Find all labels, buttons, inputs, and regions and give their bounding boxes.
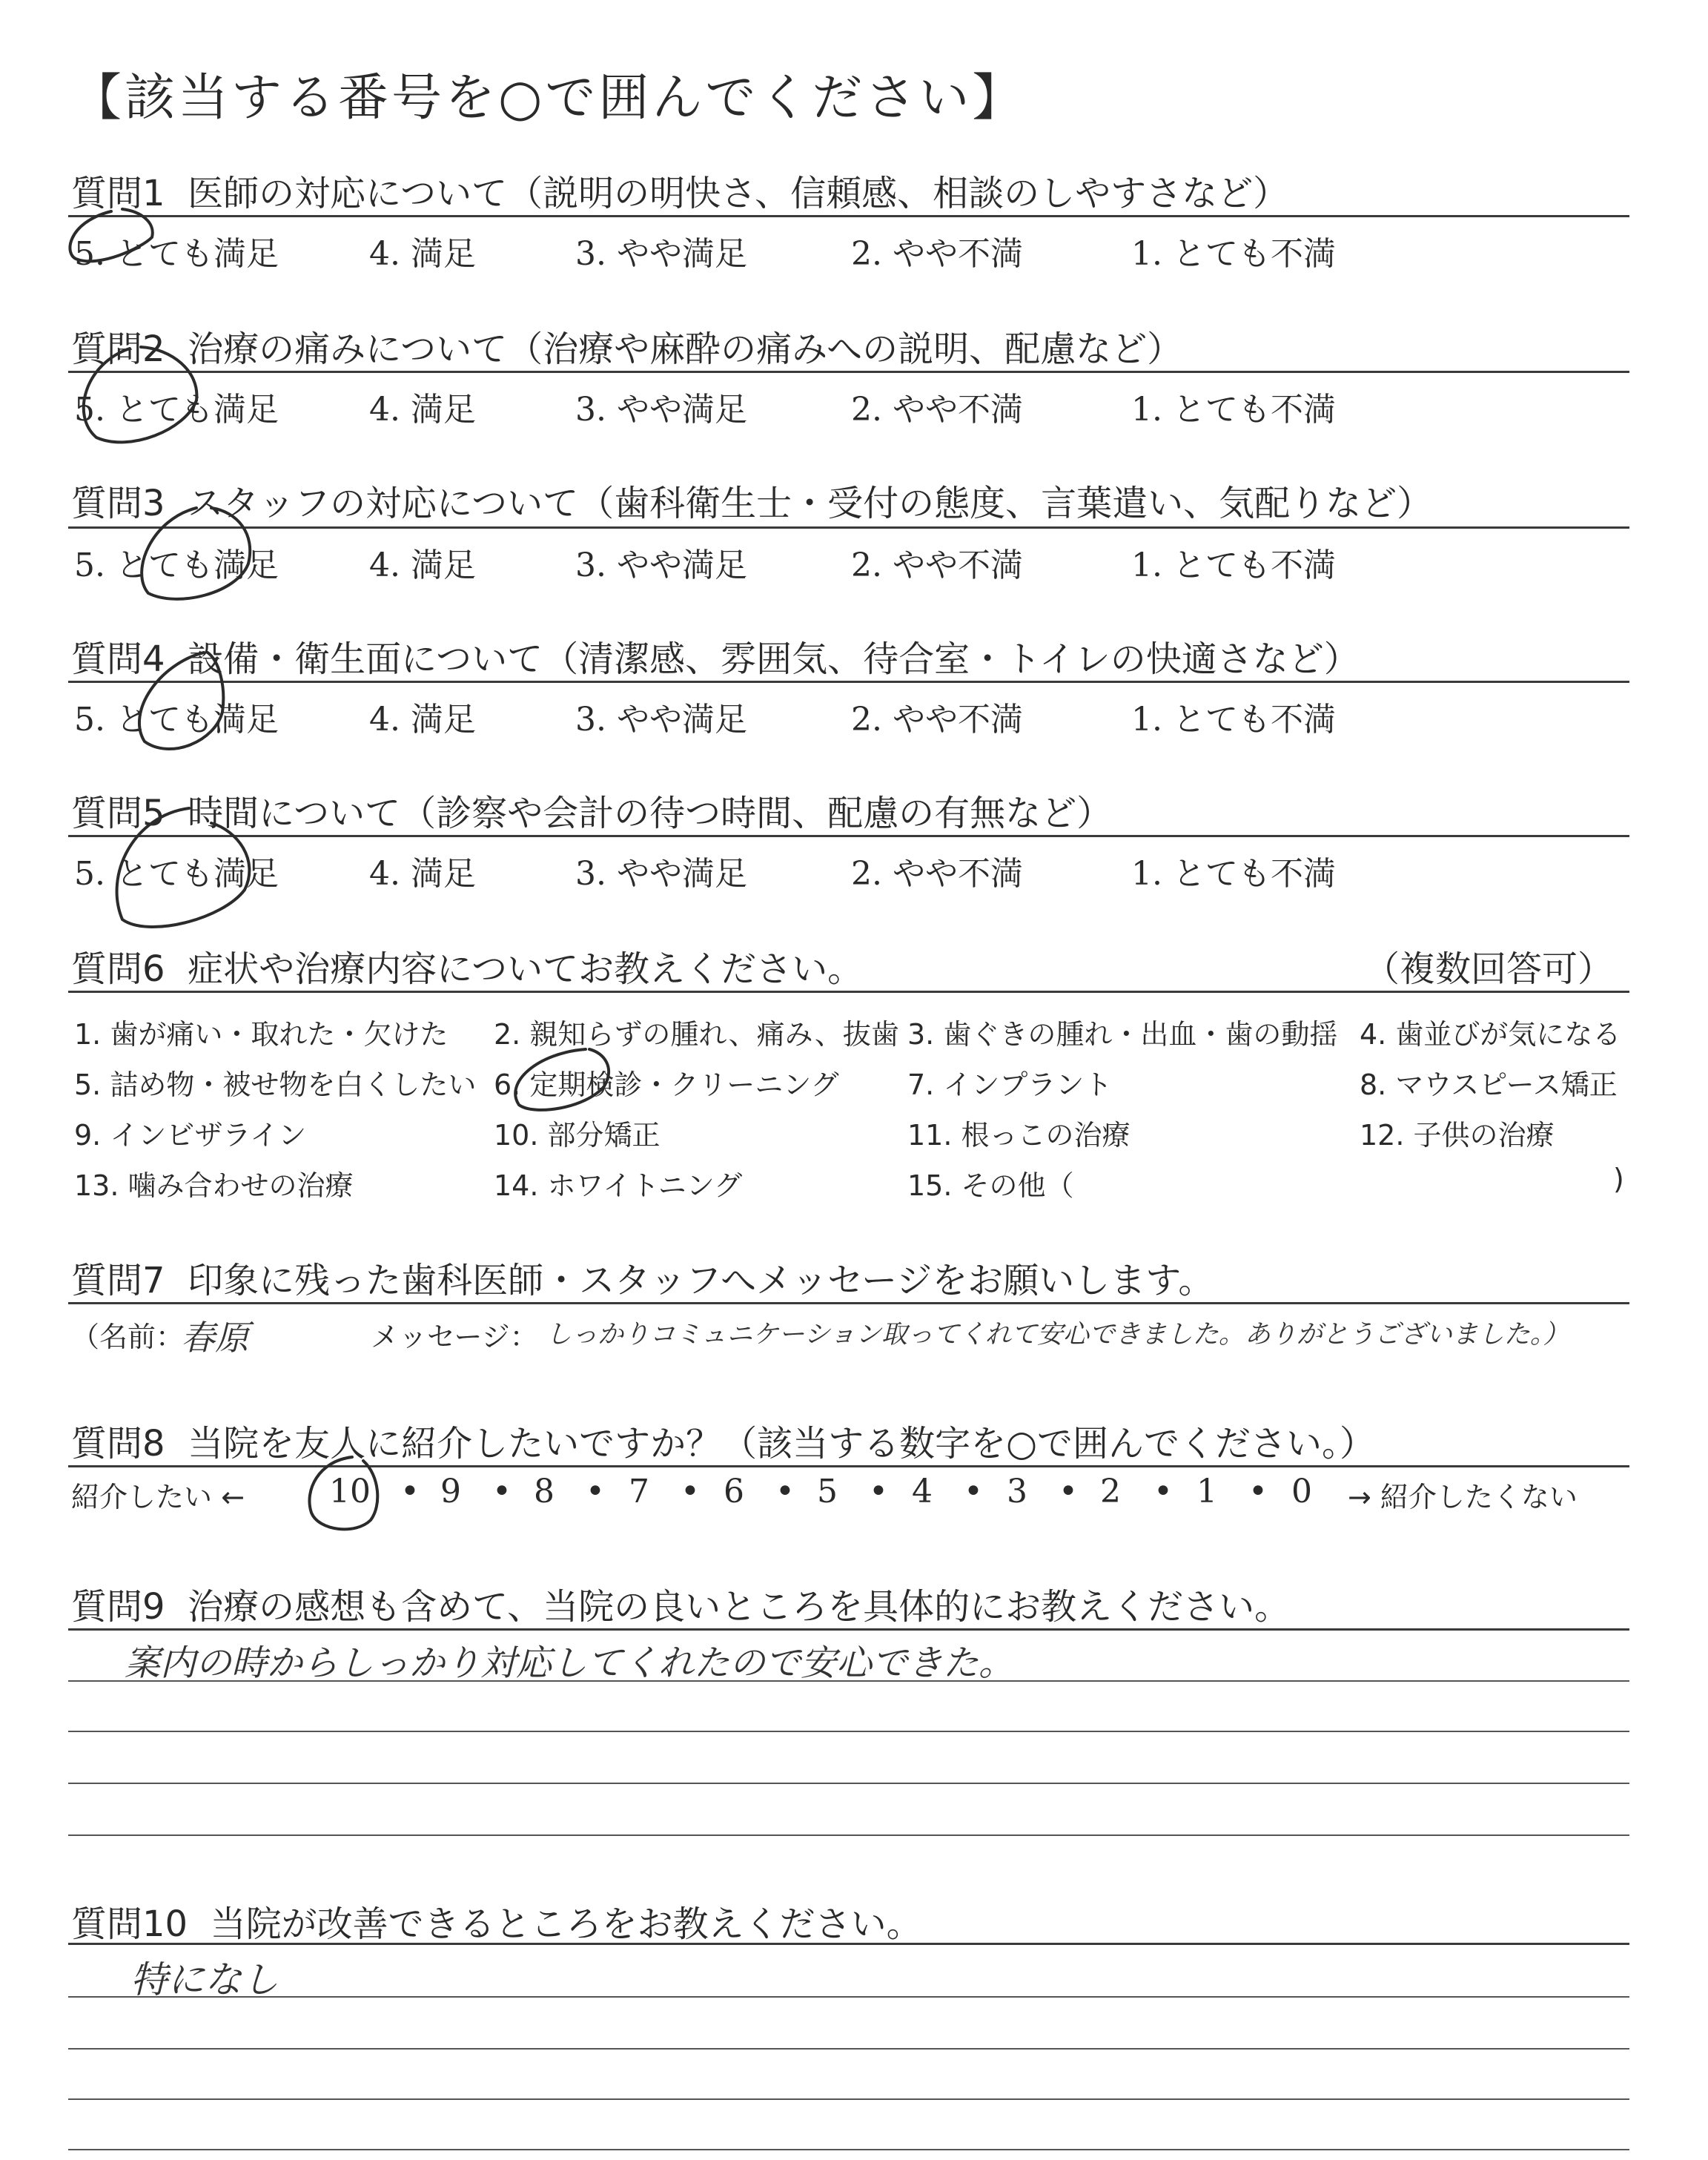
q3-label: 質問3 スタッフの対応について（歯科衛生士・受付の態度、言葉遣い、気配りなど）: [71, 483, 1433, 524]
q8-scale-3[interactable]: 3: [1007, 1473, 1027, 1510]
q8-scale-5[interactable]: 5: [817, 1473, 838, 1510]
q5-option-2[interactable]: 2. やや不満: [851, 855, 1023, 893]
q6-item-4[interactable]: 4. 歯並びが気になる: [1360, 1018, 1621, 1051]
q8-dot: •: [964, 1473, 983, 1510]
q10-answer[interactable]: 特になし: [130, 1958, 279, 2001]
q3-option-2[interactable]: 2. やや不満: [851, 546, 1023, 584]
q5-option-4[interactable]: 4. 満足: [369, 855, 476, 893]
q6-item-10[interactable]: 10. 部分矯正: [494, 1119, 661, 1152]
q5-label: 質問5 時間について（診察や会計の待つ時間、配慮の有無など）: [71, 793, 1113, 834]
q2-option-1[interactable]: 1. とても不満: [1131, 391, 1336, 429]
q8-dot: •: [492, 1473, 512, 1510]
q8-scale-6[interactable]: 6: [724, 1473, 744, 1510]
q8-rule: [68, 1465, 1629, 1467]
q2-rule: [68, 371, 1629, 373]
q5-option-1[interactable]: 1. とても不満: [1131, 855, 1336, 893]
q6-note: （複数回答可）: [1364, 948, 1614, 990]
q8-dot: •: [586, 1473, 605, 1510]
q6-item-5[interactable]: 5. 詰め物・被せ物を白くしたい: [74, 1069, 477, 1101]
q1-option-5[interactable]: 5. とても満足: [74, 235, 279, 273]
q6-item-14[interactable]: 14. ホワイトニング: [494, 1169, 743, 1202]
q7-message-value[interactable]: しっかりコミュニケーション取ってくれて安心できました。ありがとうございました。）: [546, 1320, 1569, 1350]
q3-option-4[interactable]: 4. 満足: [369, 546, 476, 584]
q8-scale-8[interactable]: 8: [534, 1473, 555, 1510]
q6-item-2[interactable]: 2. 親知らずの腫れ、痛み、抜歯: [494, 1018, 899, 1051]
q9-label: 質問9 治療の感想も含めて、当院の良いところを具体的にお教えください。: [71, 1586, 1291, 1628]
answer-line: [68, 1834, 1629, 1836]
q8-dot: •: [869, 1473, 888, 1510]
q3-option-1[interactable]: 1. とても不満: [1131, 546, 1336, 584]
q10-label: 質問10 当院が改善できるところをお教えください。: [71, 1903, 922, 1945]
q2-option-5[interactable]: 5. とても満足: [74, 391, 279, 429]
q6-item-15[interactable]: 15. その他（: [907, 1169, 1074, 1202]
q4-option-4[interactable]: 4. 満足: [369, 701, 476, 739]
q7-rule: [68, 1302, 1629, 1304]
q6-item-3[interactable]: 3. 歯ぐきの腫れ・出血・歯の動揺: [907, 1018, 1338, 1051]
q4-option-3[interactable]: 3. やや満足: [575, 701, 747, 739]
q6-item-6[interactable]: 6. 定期検診・クリーニング: [494, 1069, 839, 1101]
q4-rule: [68, 681, 1629, 683]
q8-scale-4[interactable]: 4: [912, 1473, 933, 1510]
q8-dot: •: [1248, 1473, 1268, 1510]
q2-label: 質問2 治療の痛みについて（治療や麻酔の痛みへの説明、配慮など）: [71, 328, 1183, 370]
q6-item-13[interactable]: 13. 噛み合わせの治療: [74, 1169, 354, 1202]
q8-dot: •: [681, 1473, 700, 1510]
q2-option-4[interactable]: 4. 満足: [369, 391, 476, 429]
q7-name-value[interactable]: 春原: [181, 1318, 249, 1358]
q6-item-1[interactable]: 1. 歯が痛い・取れた・欠けた: [74, 1018, 448, 1051]
q4-option-5[interactable]: 5. とても満足: [74, 701, 279, 739]
q6-rule: [68, 991, 1629, 993]
q8-scale-10[interactable]: 10: [329, 1473, 371, 1510]
q8-dot: •: [400, 1473, 420, 1510]
q5-rule: [68, 835, 1629, 837]
q8-left-label: 紹介したい ←: [71, 1481, 245, 1513]
q7-message-label: メッセージ：: [371, 1321, 538, 1353]
q3-option-5[interactable]: 5. とても満足: [74, 546, 279, 584]
q6-item-7[interactable]: 7. インプラント: [907, 1069, 1113, 1101]
q1-option-1[interactable]: 1. とても不満: [1131, 235, 1336, 273]
q10-rule: [68, 1943, 1629, 1945]
q8-dot: •: [1059, 1473, 1078, 1510]
q4-option-2[interactable]: 2. やや不満: [851, 701, 1023, 739]
q8-scale-2[interactable]: 2: [1100, 1473, 1121, 1510]
answer-line: [68, 1731, 1629, 1732]
q8-scale-0[interactable]: 0: [1291, 1473, 1312, 1510]
q5-option-3[interactable]: 3. やや満足: [575, 855, 747, 893]
answer-line: [68, 2048, 1629, 2050]
q8-dot: •: [775, 1473, 795, 1510]
answer-line: [68, 1783, 1629, 1784]
q3-rule: [68, 526, 1629, 529]
q1-rule: [68, 215, 1629, 217]
q1-option-4[interactable]: 4. 満足: [369, 235, 476, 273]
q6-label: 質問6 症状や治療内容についてお教えください。: [71, 948, 864, 990]
q9-answer[interactable]: 案内の時からしっかり対応してくれたので安心できた。: [125, 1642, 1015, 1684]
q1-option-3[interactable]: 3. やや満足: [575, 235, 747, 273]
q6-item-15-close: ): [1613, 1163, 1624, 1195]
q2-option-3[interactable]: 3. やや満足: [575, 391, 747, 429]
q5-option-5[interactable]: 5. とても満足: [74, 855, 279, 893]
answer-line: [68, 1680, 1629, 1682]
q6-item-8[interactable]: 8. マウスピース矯正: [1360, 1069, 1618, 1101]
q8-scale-7[interactable]: 7: [629, 1473, 649, 1510]
q8-right-label: → 紹介したくない: [1348, 1481, 1578, 1513]
q8-dot: •: [1153, 1473, 1173, 1510]
answer-line: [68, 1996, 1629, 1998]
q1-label: 質問1 医師の対応について（説明の明快さ、信頼感、相談のしやすさなど）: [71, 173, 1289, 214]
q6-item-11[interactable]: 11. 根っこの治療: [907, 1119, 1131, 1152]
q7-name-label: （名前：: [71, 1321, 185, 1353]
q3-option-3[interactable]: 3. やや満足: [575, 546, 747, 584]
answer-line: [68, 2098, 1629, 2100]
q8-scale-9[interactable]: 9: [440, 1473, 461, 1510]
q1-option-2[interactable]: 2. やや不満: [851, 235, 1023, 273]
q4-label: 質問4 設備・衛生面について（清潔感、雰囲気、待合室・トイレの快適さなど）: [71, 638, 1360, 680]
page-title: 【該当する番号を○で囲んでください】: [71, 69, 1026, 128]
q4-option-1[interactable]: 1. とても不満: [1131, 701, 1336, 739]
q9-rule: [68, 1628, 1629, 1631]
q8-scale-1[interactable]: 1: [1196, 1473, 1217, 1510]
q8-label: 質問8 当院を友人に紹介したいですか？（該当する数字を○で囲んでください。）: [71, 1423, 1375, 1464]
answer-line: [68, 2149, 1629, 2150]
q6-item-12[interactable]: 12. 子供の治療: [1360, 1119, 1555, 1152]
q2-option-2[interactable]: 2. やや不満: [851, 391, 1023, 429]
q6-item-9[interactable]: 9. インビザライン: [74, 1119, 307, 1152]
q7-label: 質問7 印象に残った歯科医師・スタッフへメッセージをお願いします。: [71, 1260, 1214, 1301]
